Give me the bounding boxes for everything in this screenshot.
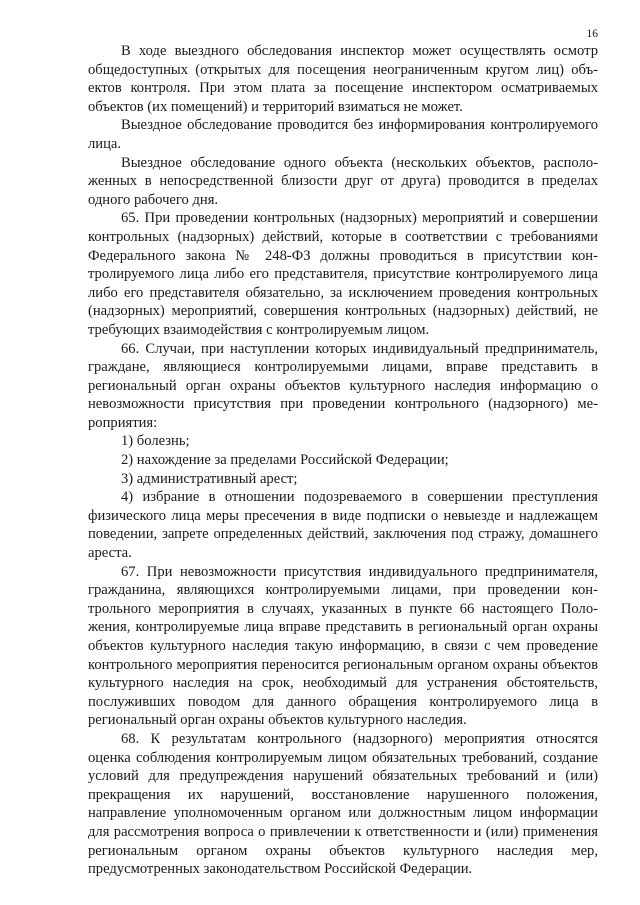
list-item-illness: 1) болезнь;: [121, 433, 190, 450]
paragraph-no-notification: Выездное обследование проводится без информирования контролируемого лица.: [88, 117, 598, 152]
paragraph-one-working-day: Выездное обследование одного объекта (нескольких объектов, расположенных в непосредственной близости друг от друга) проводится в пределах одного рабочего дня.: [88, 154, 598, 208]
page-number: 16: [586, 28, 598, 40]
paragraph-inspection-scope: В ходе выездного обследования инспектор может осуществлять осмотр общедоступных (открытых для посещения неограниченным кругом лиц) объектов контроля. При этом плата за посещение инспектором осматриваемых объектов (их помещений) и территорий взиматься не может.: [88, 43, 598, 115]
list-item-arrest: 3) административный арест;: [121, 470, 298, 487]
list-item-preventive-measure: 4) избрание в отношении подозреваемого в совершении преступления физического лица меры пресечения в виде подписки о невыезде и надлежащем поведении, запрете определенных действий, заключения под стражу, домашнего ареста.: [88, 489, 598, 562]
list-item-abroad: 2) нахождение за пределами Российской Федерации;: [121, 452, 449, 469]
document-body: [88, 42, 598, 879]
paragraph-clause-65: 65. При проведении контрольных (надзорных) мероприятий и совершении контрольных (надзорных) действий, которые в соответствии с требованиями Федерального закона № 248-ФЗ должны проводиться в присутствии контролируемого лица либо его представителя, присутствие контролируемого лица либо его представителя обязательно, за исключением проведения контрольных (надзорных) мероприятий, совершения контрольных (надзорных) действий, не требующих взаимодействия с контролируемым лицом.: [88, 210, 598, 338]
paragraph-clause-66: 66. Случаи, при наступлении которых индивидуальный предприниматель, граждане, являющиеся контролируемыми лицами, вправе представить в региональный орган охраны объектов культурного наследия информацию о невозможности присутствия при проведении контрольного (надзорного) мероприятия:: [88, 340, 598, 431]
paragraph-clause-67: 67. При невозможности присутствия индивидуального предпринимателя, гражданина, являющихся контролируемыми лицами, при проведении контрольного мероприятия в случаях, указанных в пункте 66 настоящего Положения, контролируемые лица вправе представить в региональный орган охраны объектов культурного наследия такую информацию, в связи с чем проведение контрольного мероприятия переносится региональным органом охраны объектов культурного наследия на срок, необходимый для устранения обстоятельств, послуживших поводом для данного обращения контролируемого лица в региональный орган охраны объектов культурного наследия.: [88, 563, 598, 729]
paragraph-clause-68: 68. К результатам контрольного (надзорного) мероприятия относятся оценка соблюдения контролируемым лицом обязательных требований, создание условий для предупреждения нарушений обязательных требований и (или) прекращения их нарушений, восстановление нарушенного положения, направление уполномоченным органом или должностным лицом информации для рассмотрения вопроса о привлечении к ответственности и (или) применения региональным органом охраны объектов культурного наследия мер, предусмотренных законодательством Российской Федерации.: [88, 730, 598, 878]
